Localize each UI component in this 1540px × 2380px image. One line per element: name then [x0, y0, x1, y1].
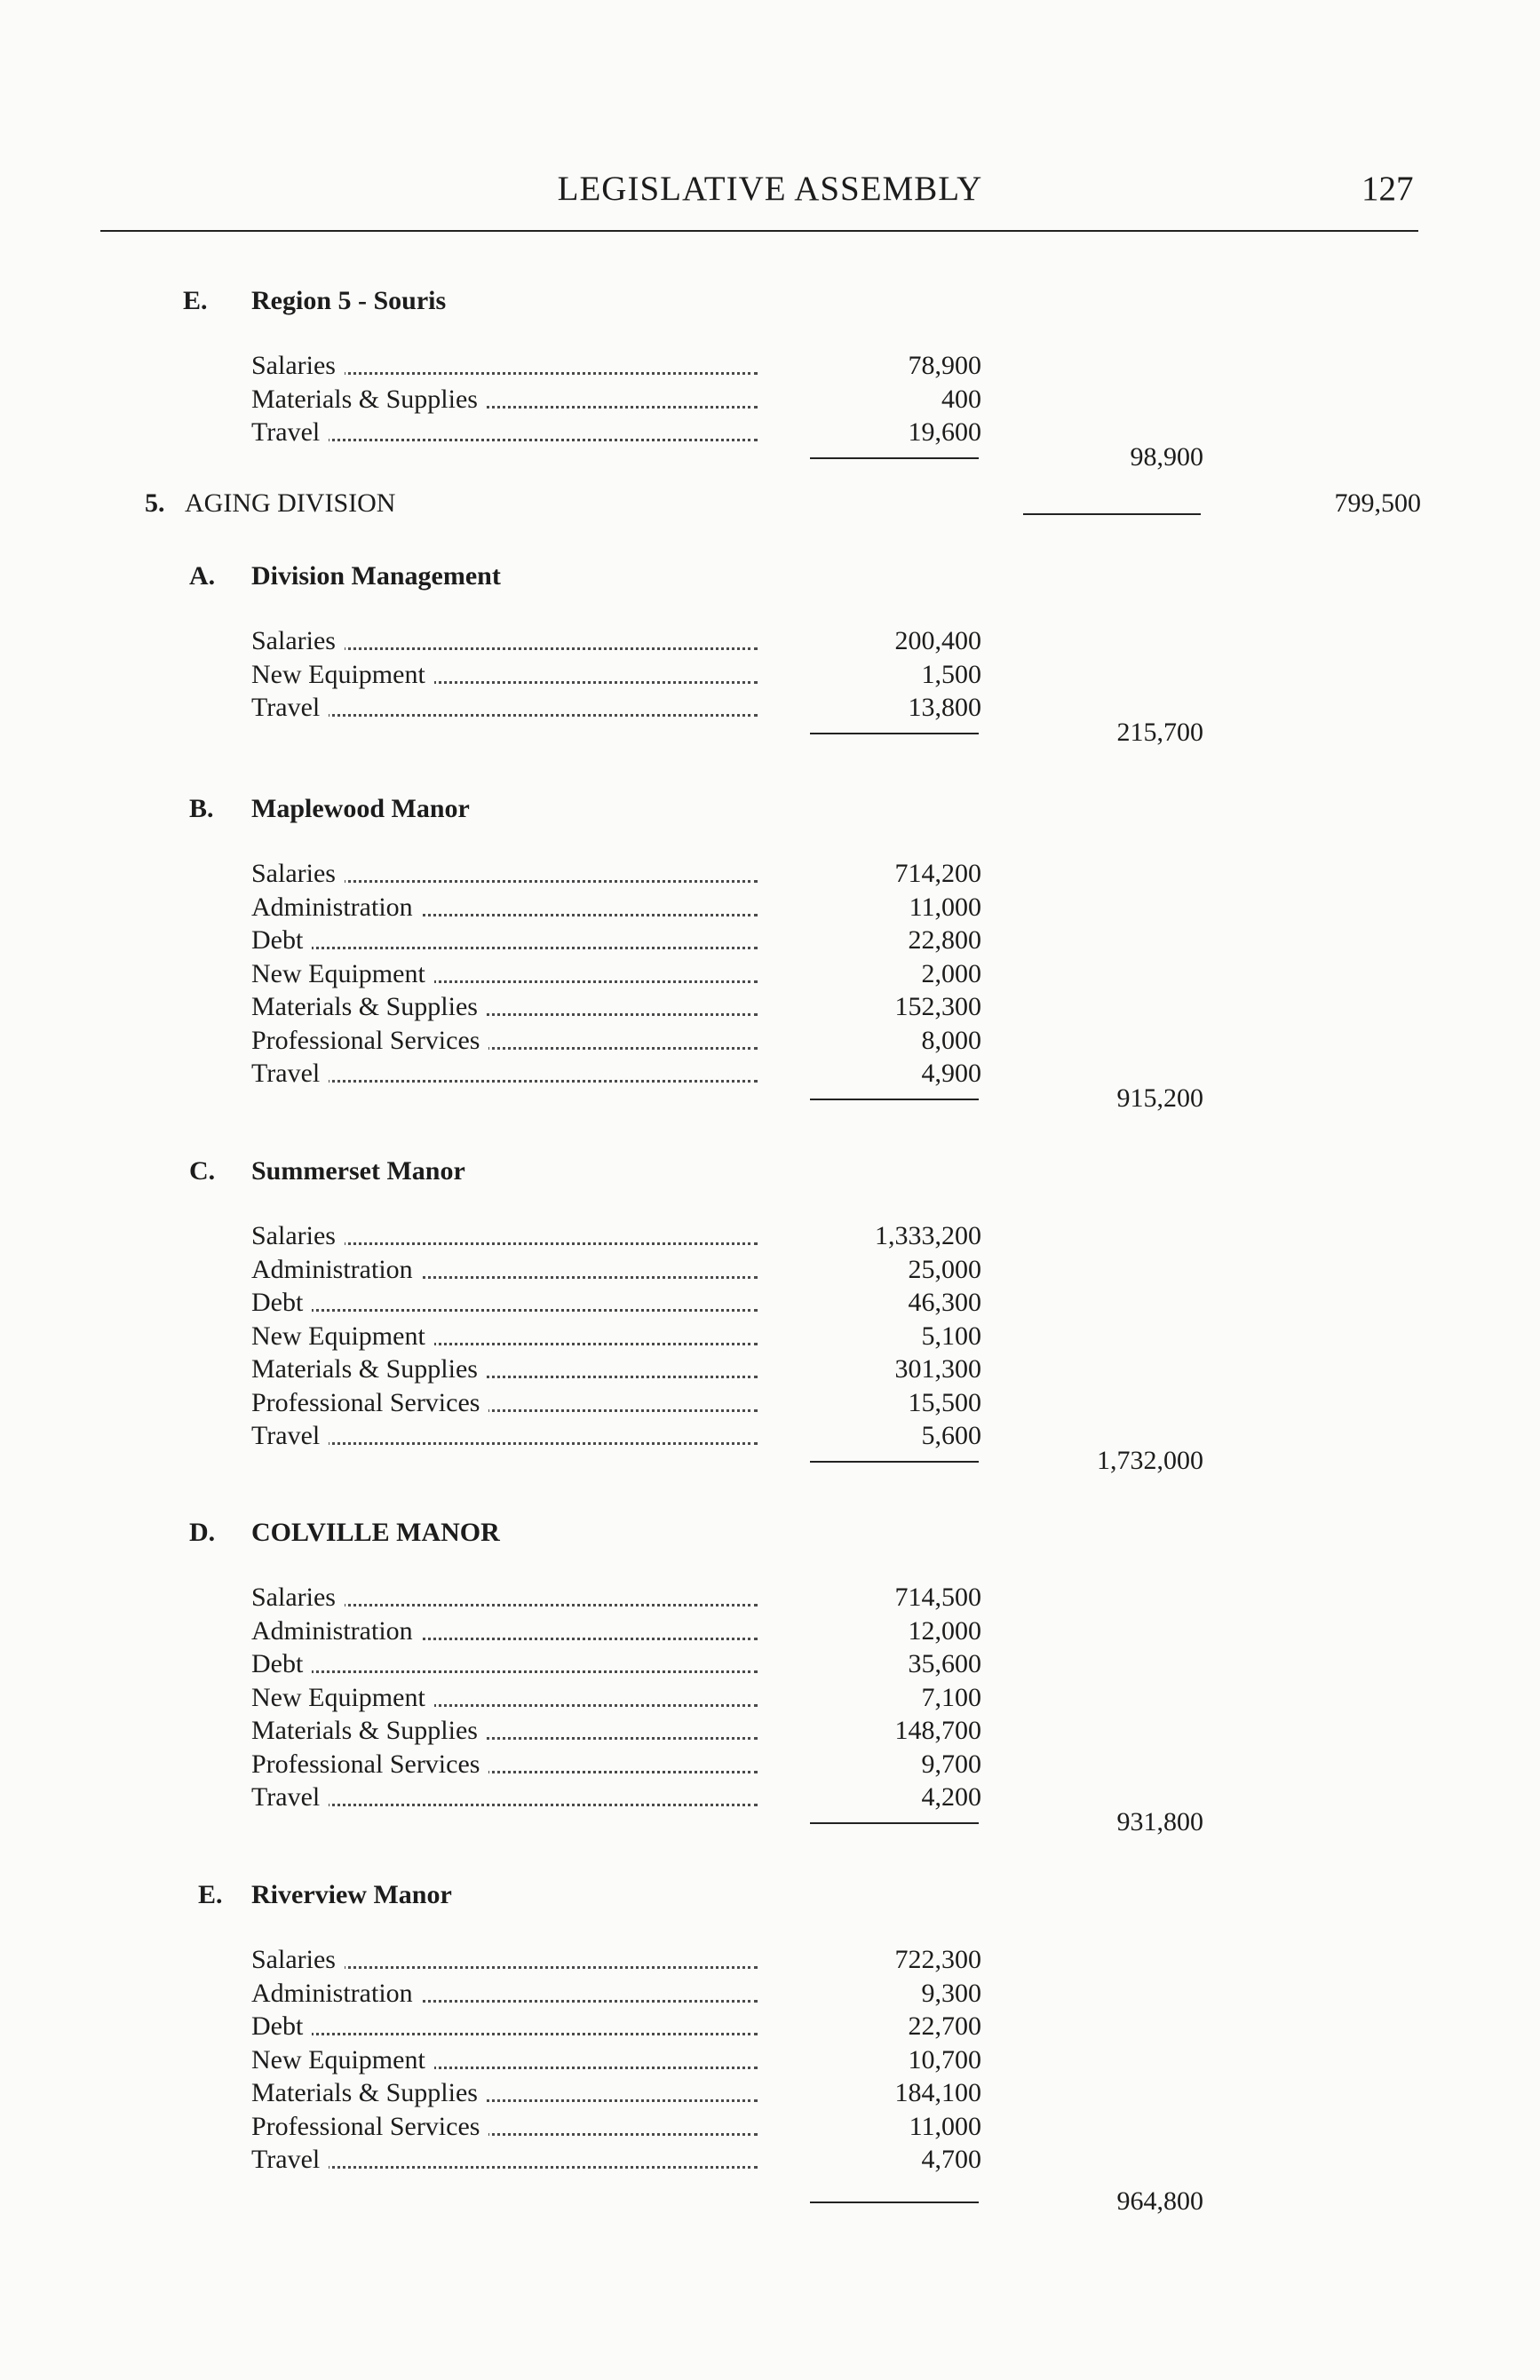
line-item-amount: 15,500 [908, 1387, 981, 1417]
line-item-label-leader [251, 2010, 758, 2043]
line-item-label: Materials & Supplies [251, 2078, 487, 2107]
line-item-label-leader [251, 891, 758, 924]
line-item-label: Salaries [251, 859, 345, 888]
line-item-label: Travel [251, 1059, 329, 1088]
line-item-label-leader [251, 1581, 758, 1614]
line-item-amount: 400 [941, 384, 981, 414]
line-item [0, 1581, 1540, 1614]
subtotal-amount: 215,700 [1116, 718, 1203, 747]
line-item-amount: 22,800 [908, 925, 981, 955]
line-item-amount: 10,700 [908, 2044, 981, 2075]
line-item-label: New Equipment [251, 1683, 434, 1712]
line-item [0, 349, 1540, 383]
line-item-amount: 722,300 [894, 1945, 981, 1974]
line-item-label-leader [251, 349, 758, 383]
line-item-label: Salaries [251, 1221, 345, 1250]
line-item [0, 2076, 1540, 2110]
division-number: 5. [145, 488, 165, 518]
line-item-label: Salaries [251, 1583, 345, 1612]
line-item-label-leader [251, 1219, 758, 1253]
line-item-label-leader [251, 1714, 758, 1748]
line-item-label-leader [251, 1253, 758, 1287]
line-item [0, 1748, 1540, 1781]
line-item-amount: 13,800 [908, 693, 981, 722]
line-item-label: Materials & Supplies [251, 992, 487, 1021]
subsection-heading-row [0, 1878, 1540, 1912]
subtotal-amount: 915,200 [1116, 1083, 1203, 1113]
line-item-amount: 148,700 [894, 1716, 981, 1745]
dot-leader [251, 1309, 758, 1312]
line-item-amount: 9,700 [921, 1749, 981, 1779]
subtotal-amount: 98,900 [1130, 442, 1203, 472]
line-item [0, 2110, 1540, 2144]
line-item-amount: 4,200 [921, 1782, 981, 1812]
line-item-label-leader [251, 1320, 758, 1353]
line-item-label-leader [251, 924, 758, 957]
line-item-amount: 5,100 [921, 1321, 981, 1351]
subtotal-amount: 1,732,000 [1097, 1446, 1203, 1475]
line-item-label-leader [251, 2043, 758, 2077]
line-item [0, 658, 1540, 692]
line-item [0, 957, 1540, 991]
line-item [0, 1647, 1540, 1681]
page-title: LEGISLATIVE ASSEMBLY [557, 170, 983, 208]
line-item-label-leader [251, 658, 758, 692]
dot-leader [251, 2033, 758, 2035]
line-item-label: Materials & Supplies [251, 385, 487, 414]
line-item-label-leader [251, 2076, 758, 2110]
division-total: 799,500 [1334, 488, 1421, 518]
line-item-amount: 11,000 [909, 2111, 981, 2141]
line-item-amount: 301,300 [894, 1354, 981, 1384]
line-item-label-leader [251, 1943, 758, 1977]
line-item-label: Administration [251, 1616, 422, 1646]
line-item-label-leader [251, 857, 758, 891]
line-item-label: Debt [251, 2011, 312, 2041]
line-item-label-leader [251, 2143, 758, 2177]
line-item-label: Professional Services [251, 1388, 488, 1417]
line-item-label: Professional Services [251, 2112, 488, 2141]
line-item-label-leader [251, 1681, 758, 1715]
line-item-label: Administration [251, 1979, 422, 2008]
line-item-label: Travel [251, 2145, 329, 2174]
line-item [0, 1024, 1540, 1058]
header-rule [100, 230, 1418, 232]
line-item [0, 2143, 1540, 2177]
subtotal-row [0, 1805, 1540, 1839]
line-item-amount: 7,100 [921, 1682, 981, 1712]
line-item-label-leader [251, 990, 758, 1024]
line-item [0, 1253, 1540, 1287]
subsection-heading-row [0, 559, 1540, 593]
line-item-amount: 5,600 [921, 1421, 981, 1450]
line-item-amount: 2,000 [921, 958, 981, 988]
subsection-title: Maplewood Manor [251, 794, 470, 823]
line-item-amount: 714,200 [894, 859, 981, 888]
line-item-amount: 12,000 [908, 1615, 981, 1646]
subsection-letter: A. [189, 561, 216, 591]
subsection-letter: E. [198, 1880, 223, 1909]
subtotal-row [0, 1082, 1540, 1115]
line-item-label: Materials & Supplies [251, 1716, 487, 1745]
line-item-label: New Equipment [251, 959, 434, 988]
line-item-amount: 184,100 [894, 2078, 981, 2107]
line-item-amount: 8,000 [921, 1025, 981, 1055]
line-item [0, 857, 1540, 891]
subsection-title: COLVILLE MANOR [251, 1518, 500, 1547]
line-item-label: Administration [251, 1255, 422, 1284]
line-item-label: New Equipment [251, 1321, 434, 1351]
subtotal-row [0, 1444, 1540, 1478]
line-item [0, 1943, 1540, 1977]
line-item-label-leader [251, 1386, 758, 1420]
division-title: AGING DIVISION [185, 488, 396, 518]
line-item-amount: 200,400 [894, 626, 981, 655]
line-item-amount: 78,900 [908, 351, 981, 380]
line-item [0, 2043, 1540, 2077]
subsection-letter: E. [183, 286, 208, 315]
line-item-label-leader [251, 1977, 758, 2011]
division-heading-row [0, 487, 1540, 520]
line-item-label: Debt [251, 1649, 312, 1678]
line-item [0, 1286, 1540, 1320]
subsection-heading-row [0, 792, 1540, 826]
line-item-label: New Equipment [251, 660, 434, 689]
line-item-label: Salaries [251, 1945, 345, 1974]
line-item [0, 990, 1540, 1024]
line-item-amount: 11,000 [909, 892, 981, 922]
subtotal-row [0, 2185, 1540, 2218]
line-item-label: Materials & Supplies [251, 1354, 487, 1384]
line-item-amount: 1,500 [921, 659, 981, 689]
subsection-letter: D. [189, 1518, 216, 1547]
subtotal-row [0, 716, 1540, 750]
line-item [0, 1977, 1540, 2011]
line-item [0, 1714, 1540, 1748]
line-item [0, 383, 1540, 416]
line-item-label: Travel [251, 693, 329, 722]
subsection-title: Division Management [251, 561, 501, 591]
line-item-amount: 152,300 [894, 992, 981, 1021]
line-item-label: Travel [251, 417, 329, 447]
subtotal-amount: 931,800 [1116, 1807, 1203, 1837]
division-total-rule [1023, 513, 1201, 515]
line-item-label: Debt [251, 1288, 312, 1317]
line-item-label: Debt [251, 925, 312, 955]
line-item [0, 1353, 1540, 1386]
page-header [0, 169, 1540, 213]
subtotal-amount: 964,800 [1116, 2186, 1203, 2216]
page-number: 127 [1361, 170, 1414, 208]
line-item-amount: 19,600 [908, 417, 981, 447]
line-item-label: Professional Services [251, 1749, 488, 1779]
line-item-label: Travel [251, 1782, 329, 1812]
line-item-label-leader [251, 957, 758, 991]
line-item-label: Salaries [251, 626, 345, 655]
subsection-heading-row [0, 1154, 1540, 1188]
line-item-label-leader [251, 624, 758, 658]
line-item-amount: 22,700 [908, 2011, 981, 2041]
dot-leader [251, 1670, 758, 1673]
line-item [0, 1386, 1540, 1420]
subsection-title: Summerset Manor [251, 1156, 465, 1186]
line-item [0, 1614, 1540, 1648]
line-item [0, 1219, 1540, 1253]
line-item-label-leader [251, 1614, 758, 1648]
line-item-label-leader [251, 1647, 758, 1681]
line-item [0, 624, 1540, 658]
line-item-amount: 1,333,200 [875, 1221, 981, 1250]
subsection-title: Region 5 - Souris [251, 286, 447, 315]
line-item [0, 1681, 1540, 1715]
line-item [0, 2010, 1540, 2043]
subsection-letter: B. [189, 794, 214, 823]
line-item-amount: 46,300 [908, 1288, 981, 1317]
line-item-label: New Equipment [251, 2045, 434, 2075]
line-item-amount: 4,700 [921, 2145, 981, 2174]
line-item-label-leader [251, 1024, 758, 1058]
subsection-letter: C. [189, 1156, 216, 1186]
line-item-label: Administration [251, 892, 422, 922]
line-item-label: Professional Services [251, 1026, 488, 1055]
line-item-amount: 25,000 [908, 1254, 981, 1284]
line-item-amount: 9,300 [921, 1978, 981, 2008]
line-item-label-leader [251, 1353, 758, 1386]
line-item-label-leader [251, 2110, 758, 2144]
line-item-label-leader [251, 1748, 758, 1781]
line-item-label: Salaries [251, 351, 345, 380]
line-item [0, 891, 1540, 924]
line-item [0, 1320, 1540, 1353]
line-item-label-leader [251, 1286, 758, 1320]
subtotal-row [0, 440, 1540, 474]
line-item-label-leader [251, 383, 758, 416]
subsection-title: Riverview Manor [251, 1880, 452, 1909]
line-item [0, 924, 1540, 957]
subsection-heading-row [0, 1516, 1540, 1550]
line-item-amount: 4,900 [921, 1059, 981, 1088]
line-item-label: Travel [251, 1421, 329, 1450]
line-item-amount: 714,500 [894, 1583, 981, 1612]
subsection-heading-row [0, 284, 1540, 318]
dot-leader [251, 947, 758, 949]
line-item-amount: 35,600 [908, 1649, 981, 1678]
